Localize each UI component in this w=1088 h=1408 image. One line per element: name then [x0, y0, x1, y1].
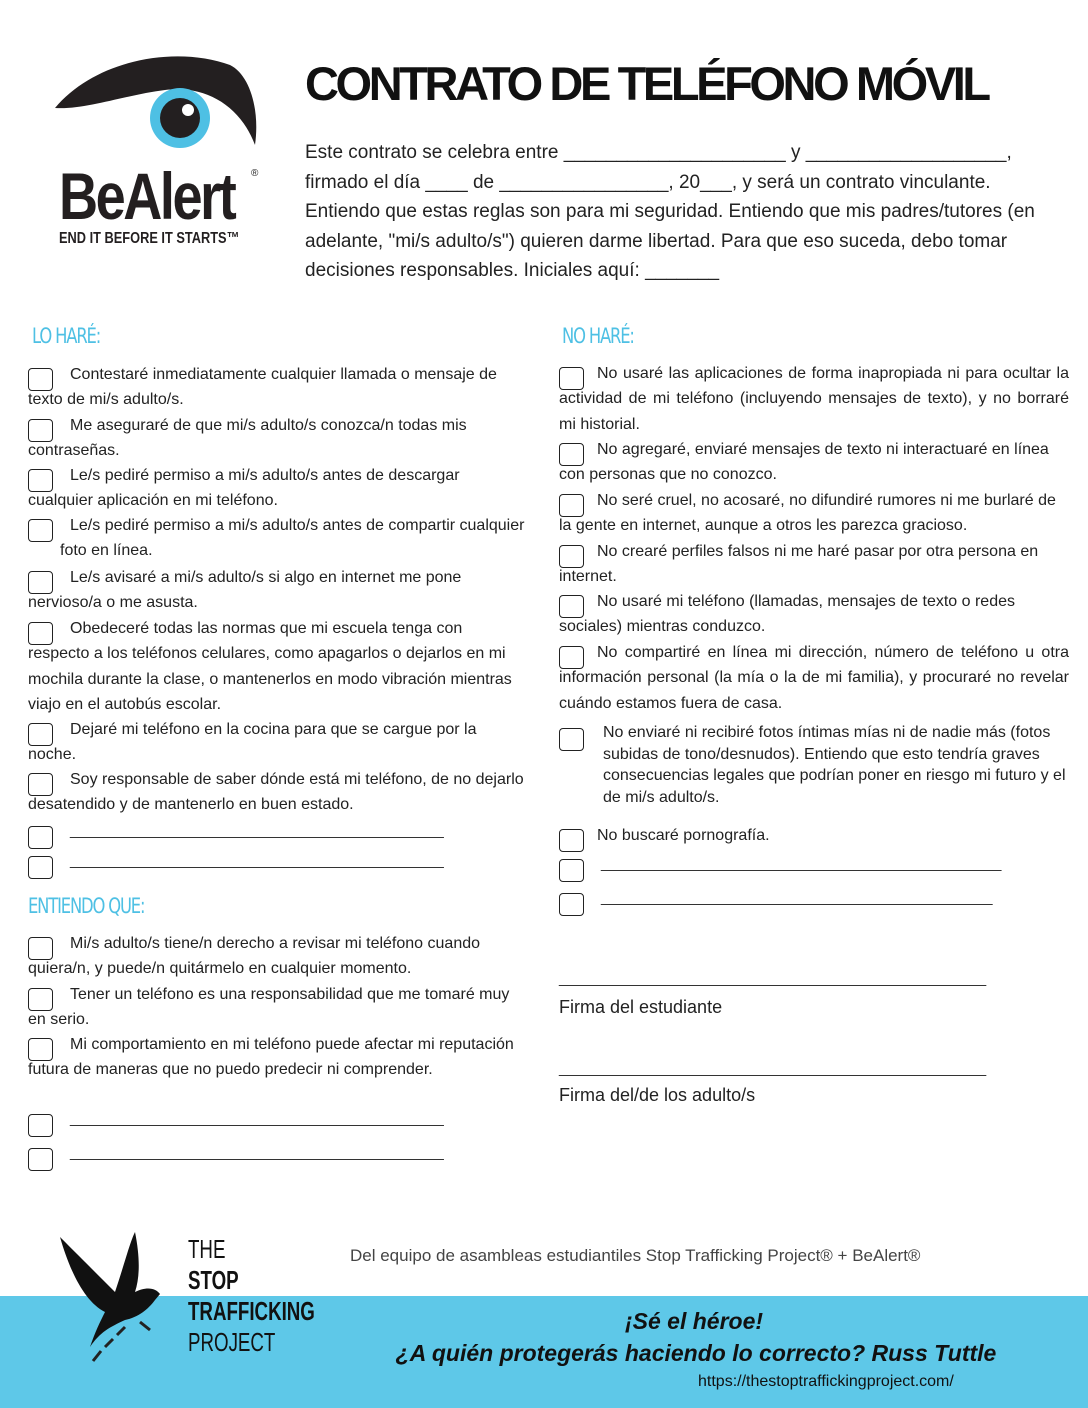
understand-item-text: Tener un teléfono es una responsabilidad que me tomaré muy en serio. [28, 986, 510, 1029]
wont-item-text: No seré cruel, no acosaré, no difundiré rumores ni me burlaré de la gente en internet, aunque a otros les parezca gracioso. [559, 492, 1056, 535]
will-item-text: Le/s pediré permiso a mi/s adulto/s antes de descargar cualquier aplicación en mi teléfono. [28, 467, 460, 510]
footer-slogan-1: ¡Sé el héroe! [624, 1308, 764, 1334]
brand-tagline: END IT BEFORE IT STARTS™ [59, 230, 240, 247]
will-item-text: Le/s pediré permiso a mi/s adulto/s antes de compartir cualquier foto en línea. [60, 517, 525, 560]
understand-checkbox[interactable] [28, 1114, 53, 1137]
understand-item-text: Mi comportamiento en mi teléfono puede afectar mi reputación futura de maneras que no puedo predecir ni comprender. [28, 1036, 514, 1079]
wont-checkbox[interactable] [559, 728, 584, 751]
eye-icon [55, 50, 265, 160]
wont-checkbox[interactable] [559, 859, 584, 882]
student-signature-label: Firma del estudiante [559, 997, 723, 1017]
understand-blank-line[interactable]: __________________________________________ [70, 1144, 444, 1161]
footer-url-link[interactable]: https://thestoptraffickingproject.com/ [698, 1373, 954, 1390]
student-signature-line[interactable]: ________________________________________________ [559, 970, 987, 987]
wont-blank-line[interactable]: ____________________________________________ [601, 889, 993, 906]
wont-item-text: No enviaré ni recibiré fotos íntimas mías ni de nadie más (fotos subidas de tono/desnudos). Entiendo que esto tendría graves consecuencias legales que podrían poner en riesgo mi futuro y el de mi/s adulto/s. [603, 724, 1066, 806]
wont-item-text: No compartiré en línea mi dirección, número de teléfono u otra información personal (la mía o la de mi familia), y procuraré no revelar cuándo estamos fuera de casa. [559, 644, 1069, 712]
wont-checkbox[interactable] [559, 893, 584, 916]
will-checkbox[interactable] [28, 826, 53, 849]
understand-checkbox[interactable] [28, 1148, 53, 1171]
logo-line-project: PROJECT [188, 1327, 276, 1357]
will-heading: LO HARÉ: [32, 324, 101, 348]
bealert-logo [55, 50, 270, 250]
wont-heading: NO HARÉ: [562, 324, 634, 348]
page-title: CONTRATO DE TELÉFONO MÓVIL [305, 57, 988, 110]
intro-paragraph: Este contrato se celebra entre _____________________ y ___________________, firmado el día ____ de ________________, 20___, y será un contrato vinculante. Entiendo que estas reglas son para mi seguridad. Entiendo que mis padres/tutores (en adelante, "mi/s adulto/s") quieren darme libertad. Para que eso suceda, debo tomar decisiones responsables. Iniciales aquí: _______ [305, 142, 1035, 281]
will-item-text: Obedeceré todas las normas que mi escuela tenga con respecto a los teléfonos celulares, como apagarlos o dejarlos en mi mochila durante la clase, o mantenerlos en modo vibración mientras viajo en el autobús escolar. [28, 620, 512, 713]
brand-name: BeAlert [59, 159, 235, 233]
will-blank-line[interactable]: __________________________________________ [70, 822, 444, 839]
understand-heading: ENTIENDO QUE: [28, 894, 145, 918]
wont-blank-line[interactable]: _____________________________________________ [601, 855, 1002, 872]
adult-signature-label: Firma del/de los adulto/s [559, 1085, 756, 1105]
will-checkbox[interactable] [28, 856, 53, 879]
will-item-text: Le/s avisaré a mi/s adulto/s si algo en internet me pone nervioso/a o me asusta. [28, 569, 462, 612]
logo-line-the: THE [188, 1234, 226, 1264]
adult-signature-line[interactable]: ________________________________________________ [559, 1060, 987, 1077]
wont-item-text: No usaré las aplicaciones de forma inapropiada ni para ocultar la actividad de mi teléfono (incluyendo mensajes de texto), y no borraré mi historial. [559, 365, 1069, 433]
footer-credit: Del equipo de asambleas estudiantiles Stop Trafficking Project® + BeAlert® [350, 1246, 921, 1265]
wont-item-text: No buscaré pornografía. [597, 827, 770, 844]
registered-mark: ® [251, 168, 259, 179]
wont-item-text: No crearé perfiles falsos ni me haré pasar por otra persona en internet. [559, 543, 1039, 586]
logo-line-trafficking: TRAFFICKING [188, 1296, 315, 1326]
will-blank-line[interactable]: __________________________________________ [70, 852, 444, 869]
understand-blank-line[interactable]: __________________________________________ [70, 1110, 444, 1127]
will-item-text: Contestaré inmediatamente cualquier llamada o mensaje de texto de mi/s adulto/s. [28, 366, 497, 409]
will-item-text: Me aseguraré de que mi/s adulto/s conozca/n todas mis contraseñas. [28, 417, 467, 460]
wont-item-text: No agregaré, enviaré mensajes de texto ni interactuaré en línea con personas que no conozco. [559, 441, 1049, 484]
will-item-text: Soy responsable de saber dónde está mi teléfono, de no dejarlo desatendido y de mantenerlo en buen estado. [28, 771, 524, 814]
logo-line-stop: STOP [188, 1265, 239, 1295]
footer-slogan-2: ¿A quién protegerás haciendo lo correcto? Russ Tuttle [395, 1340, 997, 1366]
understand-item-text: Mi/s adulto/s tiene/n derecho a revisar mi teléfono cuando quiera/n, y puede/n quitármelo en cualquier momento. [28, 935, 481, 978]
will-item-text: Dejaré mi teléfono en la cocina para que se cargue por la noche. [28, 721, 477, 764]
wont-item-text: No usaré mi teléfono (llamadas, mensajes de texto o redes sociales) mientras conduzco. [559, 593, 1015, 636]
